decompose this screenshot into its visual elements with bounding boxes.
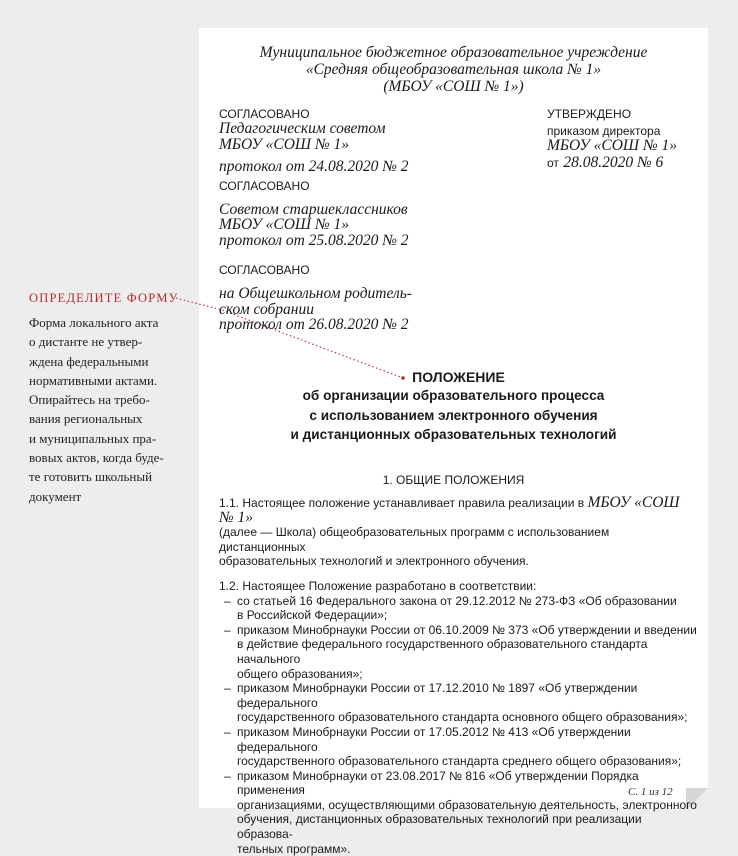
paragraph-text: 1.1. Настоящее положение устанавливает правила реализации в	[219, 496, 585, 510]
sidebar-line: Форма локального акта	[29, 315, 159, 330]
approval-body: Педагогическим советом	[219, 120, 386, 137]
approval-block	[219, 107, 519, 175]
approval-label: СОГЛАСОВАНО	[219, 178, 310, 193]
approval-label: СОГЛАСОВАНО	[219, 263, 310, 277]
section-heading: 1. ОБЩИЕ ПОЛОЖЕНИЯ	[382, 473, 525, 487]
paragraph-line	[219, 496, 697, 525]
list-item-line: со статьей 16 Федерального закона от 29.12.2012 № 273-ФЗ «Об образовании	[237, 593, 677, 608]
sidebar-line: ждена федеральными	[29, 353, 149, 369]
sidebar-line: вовых актов, когда буде-	[29, 450, 164, 466]
approval-body: на Общешкольном родитель-	[219, 285, 412, 302]
list-item-line: приказом Минобрнауки России от 17.12.2010 № 1897 «Об утверждении федерального	[237, 681, 638, 710]
approval-body: Советом старшеклассников	[219, 200, 408, 218]
list-item: – приказом Минобрнауки России от 06.10.2009 № 373 «Об утверждении и введении в действие федерального государственного образовательного стандарта начального общего образования»;	[224, 622, 697, 681]
list-item-line: обучения, дистанционных образовательных технологий при реализации образова-	[237, 812, 642, 842]
approved-order: приказом директора	[547, 124, 661, 138]
paragraph-line: 1.2. Настоящее Положение разработано в соответствии:	[219, 578, 537, 593]
page-number: С. 1 из 12	[628, 786, 673, 798]
approvals-left	[219, 107, 519, 333]
approval-protocol: протокол от 26.08.2020 № 2	[219, 316, 409, 333]
legal-basis-list	[219, 594, 697, 856]
sidebar-line: те готовить школьный	[29, 469, 153, 485]
approved-org: МБОУ «СОШ № 1»	[547, 137, 677, 154]
list-item-line: в действие федерального государственного образовательного стандарта начального	[237, 637, 648, 666]
list-item: – приказом Минобрнауки России от 17.12.2010 № 1897 «Об утверждении федерального государственного образовательного стандарта основного общего образования»;	[219, 681, 697, 725]
approval-body: МБОУ «СОШ № 1»	[219, 135, 349, 153]
approval-body: ском собрании	[219, 300, 314, 318]
sidebar-line: Опирайтесь на требо-	[29, 392, 150, 408]
list-item-line: общего образования»;	[237, 666, 363, 681]
approved-date-line	[547, 154, 707, 172]
school-name: МБОУ «СОШ № 1»	[219, 494, 680, 526]
sidebar-line: вания региональных	[29, 411, 143, 427]
list-item-line: приказом Минобрнауки от 23.08.2017 № 816 «Об утверждении Порядка применения	[237, 768, 639, 798]
paragraph-line: (далее — Школа) общеобразовательных программ с использованием дистанционных	[219, 525, 610, 554]
list-item-line: приказом Минобрнауки России от 17.05.2012 № 413 «Об утверждении федерального	[237, 724, 631, 754]
paragraph-1-1	[219, 496, 697, 569]
approval-protocol: протокол от 24.08.2020 № 2	[219, 158, 409, 175]
sidebar-note	[29, 290, 189, 506]
list-item-line: в Российской Федерации»;	[237, 608, 388, 623]
paragraph-1-2	[219, 579, 697, 856]
approved-block	[547, 107, 707, 172]
org-name-line: Муниципальное бюджетное образовательное учреждение	[259, 44, 648, 61]
document-header	[199, 44, 708, 95]
list-item-line: государственного образовательного стандарта среднего общего образования»;	[237, 754, 682, 769]
paragraph-line: образовательных технологий и электронного обучения.	[219, 554, 529, 569]
document-title	[199, 368, 708, 445]
title-main: ПОЛОЖЕНИЕ	[412, 369, 505, 385]
sidebar-heading: ОПРЕДЕЛИТЕ ФОРМУ	[29, 291, 179, 305]
approval-label: СОГЛАСОВАНО	[219, 107, 310, 121]
list-item-line: приказом Минобрнауки России от 06.10.2009 № 373 «Об утверждении и введении	[237, 622, 697, 637]
approved-date-prefix: от	[547, 155, 559, 170]
approval-block	[219, 179, 519, 249]
sidebar-line: о дистанте не утвер-	[29, 334, 143, 350]
sidebar-line: и муниципальных пра-	[29, 430, 157, 446]
approved-label: УТВЕРЖДЕНО	[547, 107, 632, 121]
list-item-line: государственного образовательного стандарта основного общего образования»;	[237, 710, 688, 725]
approved-date: 28.08.2020 № 6	[563, 153, 664, 171]
sidebar-line: нормативными актами.	[29, 372, 158, 388]
approval-block	[219, 263, 519, 333]
list-item: – со статьей 16 Федерального закона от 29.12.2012 № 273-ФЗ «Об образовании в Российской Федерации»;	[219, 594, 697, 623]
list-item-line: тельных программ».	[237, 841, 351, 856]
org-name-line: «Средняя общеобразовательная школа № 1»	[305, 61, 602, 78]
sidebar-line: документ	[29, 488, 82, 504]
list-item: – приказом Минобрнауки от 23.08.2017 № 816 «Об утверждении Порядка применения организациями, осуществляющими образовательную деятельность, электронного обучения, дистанционных образовательных технологий при реализации образова- тельных программ».	[224, 768, 697, 856]
title-subline: с использованием электронного обучения	[309, 407, 598, 423]
list-item-line: организациями, осуществляющими образовательную деятельность, электронного	[237, 797, 697, 812]
org-name-line: (МБОУ «СОШ № 1»)	[383, 78, 524, 95]
approval-protocol: протокол от 25.08.2020 № 2	[219, 231, 409, 249]
title-subline: об организации образовательного процесса	[302, 388, 605, 403]
approval-body: МБОУ «СОШ № 1»	[219, 216, 349, 233]
list-item: – приказом Минобрнауки России от 17.05.2012 № 413 «Об утверждении федерального государственного образовательного стандарта среднего общего образования»;	[219, 725, 697, 769]
document-body	[219, 496, 697, 856]
title-subline: и дистанционных образовательных технологий	[290, 427, 617, 442]
